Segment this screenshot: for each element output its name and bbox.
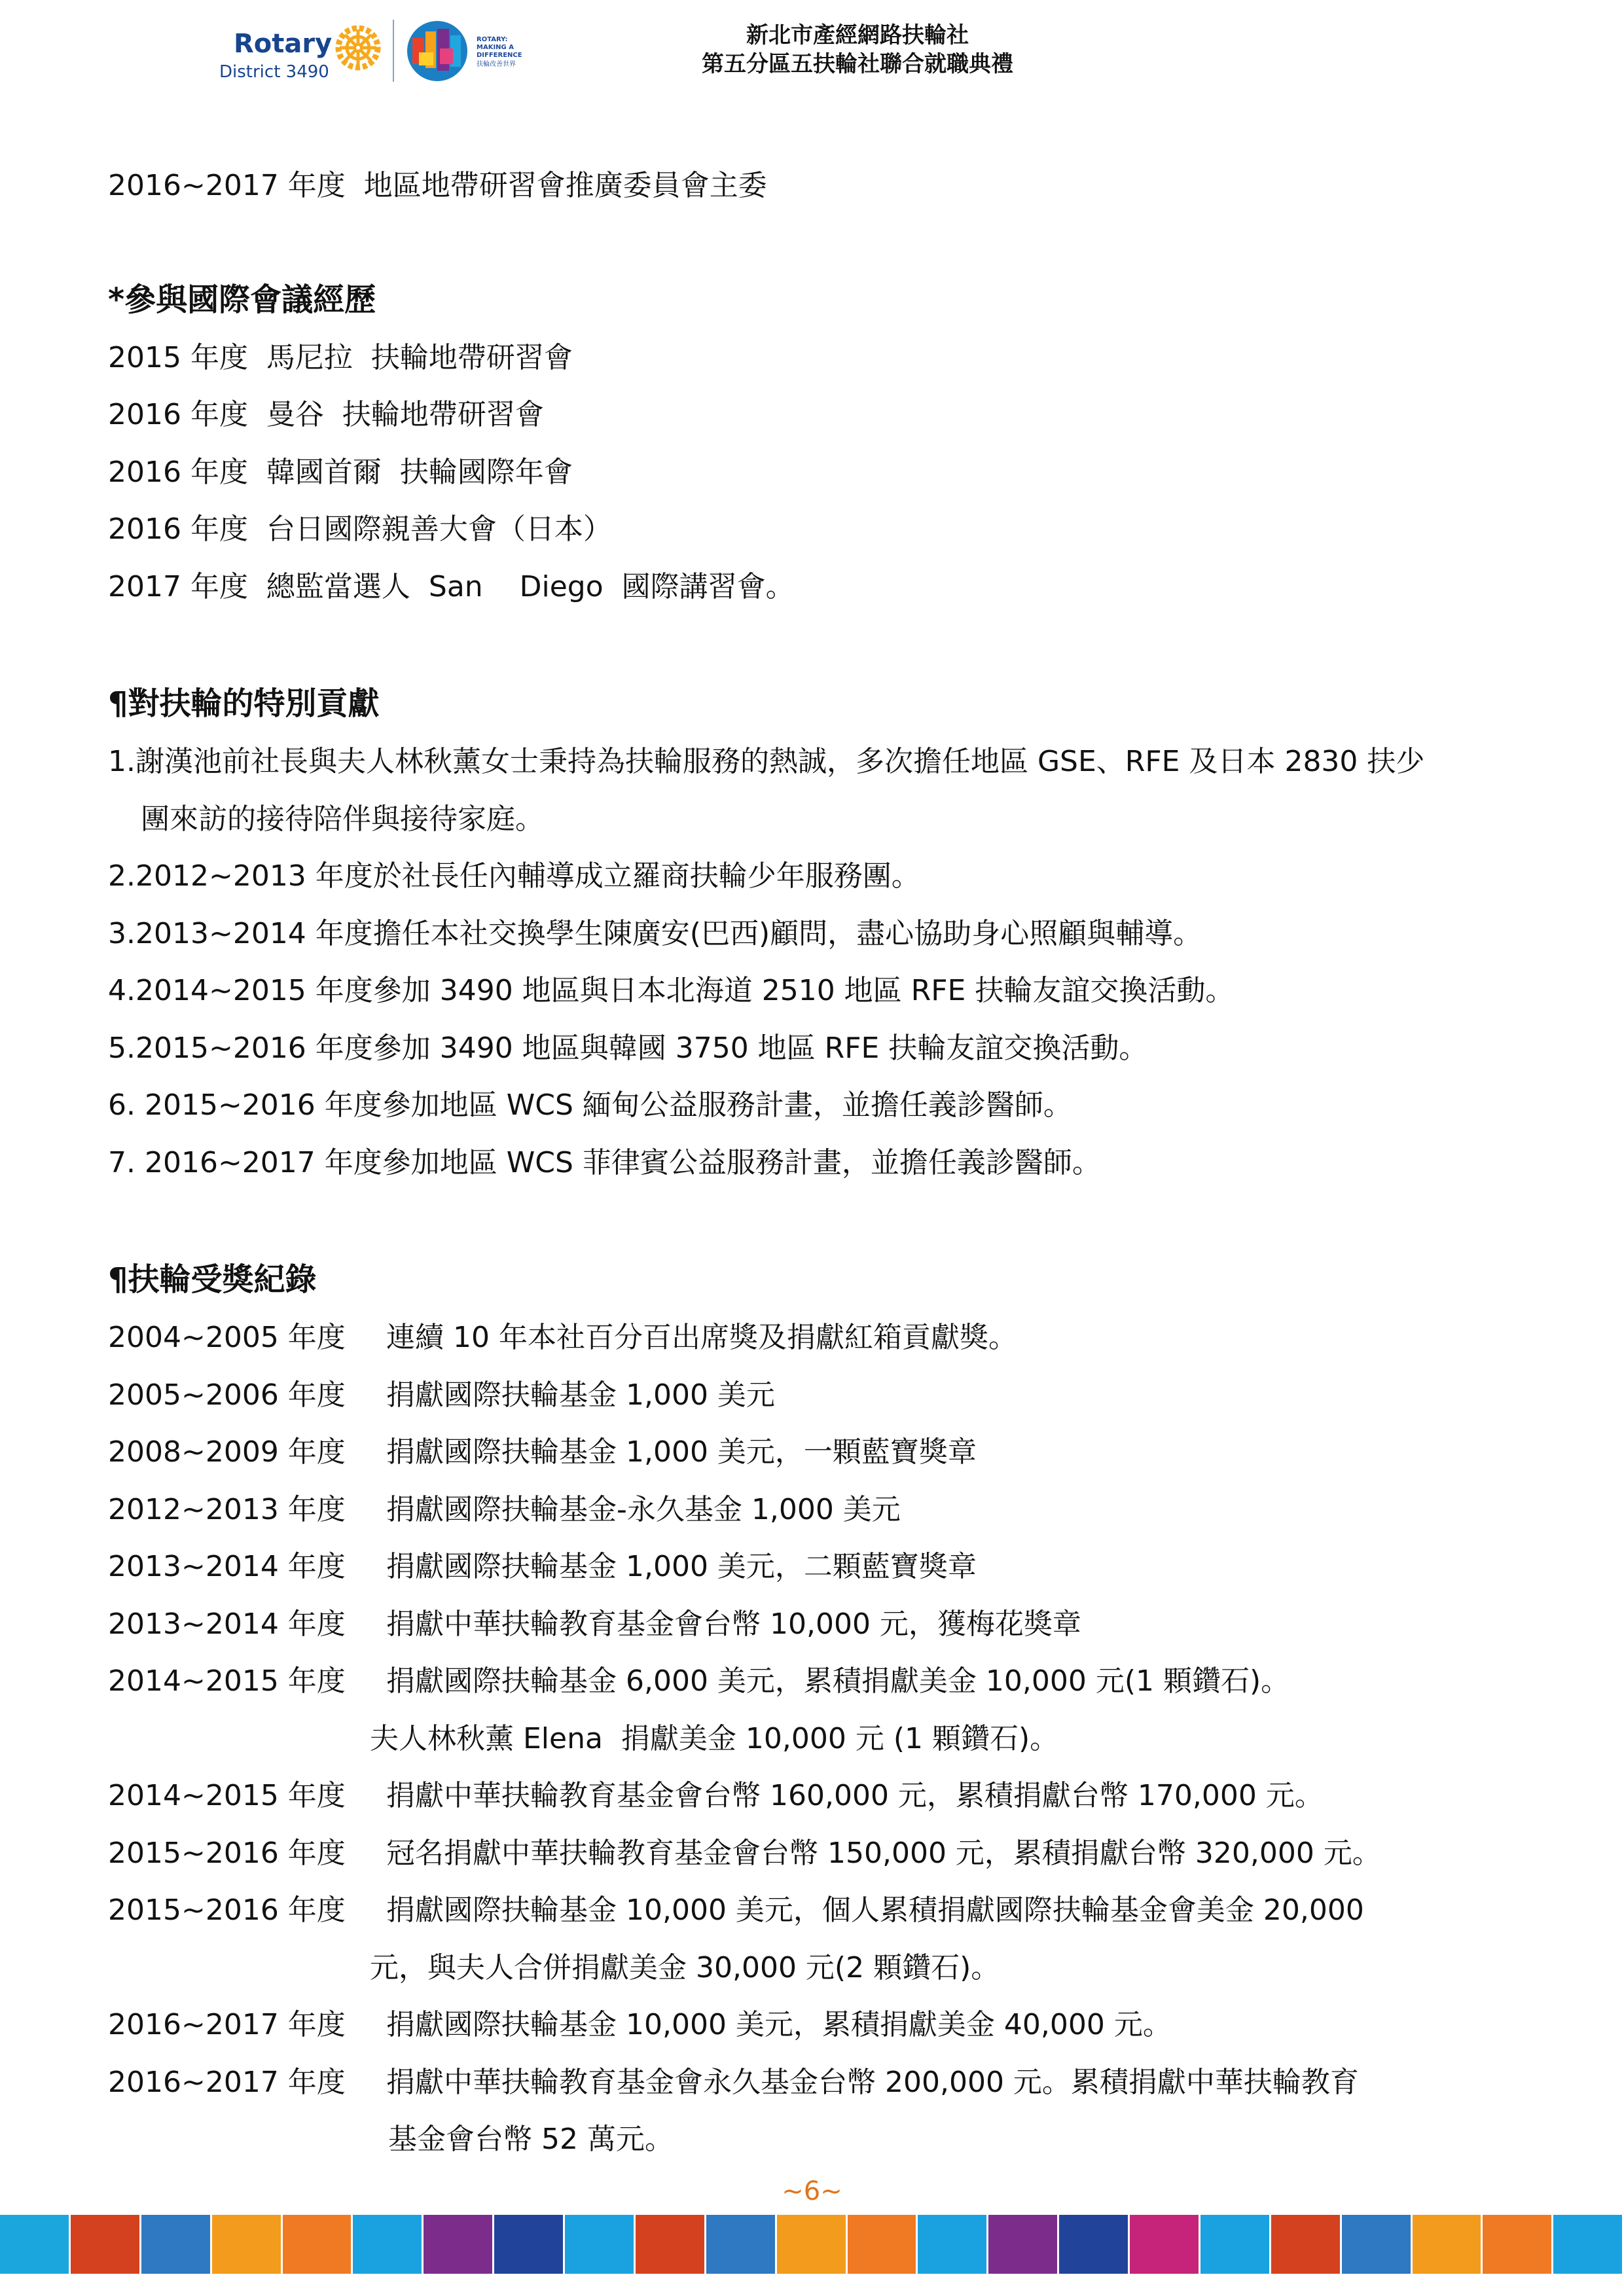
footer-color-bar bbox=[0, 2215, 1624, 2274]
color-bar-segment bbox=[777, 2215, 848, 2274]
logo-divider bbox=[393, 20, 394, 82]
theme-mosaic-logo bbox=[401, 18, 474, 84]
section-heading-intl: *參與國際會議經歷 bbox=[108, 281, 376, 318]
award-year: 2016~2017 年度 bbox=[108, 2008, 346, 2041]
award-row bbox=[108, 1653, 1581, 1710]
page-number: ~6~ bbox=[782, 2176, 842, 2206]
org-title-line1: 新北市產經網路扶輪社 bbox=[746, 22, 969, 48]
list-item: 2017 年度 總監當選人 San Diego 國際講習會。 bbox=[108, 569, 795, 603]
award-row bbox=[108, 1882, 1581, 1939]
award-text: 捐獻國際扶輪基金 1,000 美元 bbox=[386, 1378, 775, 1412]
list-item: 5.2015~2016 年度參加 3490 地區與韓國 3750 地區 RFE 扶輪友誼交換活動。 bbox=[108, 1031, 1148, 1065]
color-bar-segment bbox=[565, 2215, 636, 2274]
list-item: 4.2014~2015 年度參加 3490 地區與日本北海道 2510 地區 RFE 扶輪友誼交換活動。 bbox=[108, 974, 1235, 1007]
list-item: 2015 年度 馬尼拉 扶輪地帶研習會 bbox=[108, 340, 573, 374]
award-year: 2005~2006 年度 bbox=[108, 1378, 346, 1412]
spacer bbox=[108, 615, 1581, 674]
award-text: 冠名捐獻中華扶輪教育基金會台幣 150,000 元，累積捐獻台幣 320,000 元。 bbox=[386, 1836, 1381, 1870]
award-year: 2014~2015 年度 bbox=[108, 1664, 346, 1698]
award-row bbox=[108, 1367, 1581, 1424]
list-item: 1.謝漢池前社長與夫人林秋薰女士秉持為扶輪服務的熱誠，多次擔任地區 GSE、RFE 及日本 2830 扶少 bbox=[108, 745, 1425, 778]
list-item: 6. 2015~2016 年度參加地區 WCS 緬甸公益服務計畫，並擔任義診醫師。 bbox=[108, 1088, 1072, 1122]
color-bar-segment bbox=[283, 2215, 353, 2274]
color-bar-segment bbox=[1413, 2215, 1483, 2274]
color-bar-segment bbox=[71, 2215, 141, 2274]
color-bar-segment bbox=[141, 2215, 212, 2274]
theme-text bbox=[477, 36, 535, 69]
award-year: 2015~2016 年度 bbox=[108, 1893, 346, 1927]
award-row-continuation: 元，與夫人合併捐獻美金 30,000 元(2 顆鑽石)。 bbox=[370, 1950, 1000, 1984]
color-bar-segment bbox=[494, 2215, 565, 2274]
award-text: 捐獻國際扶輪基金 1,000 美元，二顆藍寶獎章 bbox=[386, 1550, 977, 1583]
award-year: 2013~2014 年度 bbox=[108, 1607, 346, 1641]
spacer bbox=[108, 1191, 1581, 1250]
list-item: 2.2012~2013 年度於社長任內輔導成立羅商扶輪少年服務團。 bbox=[108, 859, 920, 893]
award-text: 捐獻中華扶輪教育基金會台幣 160,000 元，累積捐獻台幣 170,000 元。 bbox=[386, 1779, 1324, 1812]
color-bar-segment bbox=[848, 2215, 918, 2274]
rotary-logo bbox=[219, 16, 396, 88]
award-row bbox=[108, 1996, 1581, 2054]
color-bar-segment bbox=[988, 2215, 1059, 2274]
list-item: 2016 年度 曼谷 扶輪地帶研習會 bbox=[108, 398, 544, 431]
section-heading-awards: ¶扶輪受獎紀錄 bbox=[108, 1261, 317, 1298]
list-item-continuation: 團來訪的接待陪伴與接待家庭。 bbox=[141, 802, 544, 836]
award-text: 連續 10 年本社百分百出席獎及捐獻紅箱貢獻獎。 bbox=[386, 1321, 1017, 1354]
color-bar-segment bbox=[1553, 2215, 1624, 2274]
color-bar-segment bbox=[636, 2215, 706, 2274]
top-line: 2016~2017 年度 地區地帶研習會推廣委員會主委 bbox=[108, 169, 767, 202]
color-bar-segment bbox=[424, 2215, 494, 2274]
award-text: 捐獻中華扶輪教育基金會永久基金台幣 200,000 元。累積捐獻中華扶輪教育 bbox=[386, 2065, 1359, 2099]
rotary-wheel-icon bbox=[332, 22, 384, 74]
award-year: 2015~2016 年度 bbox=[108, 1836, 346, 1870]
rotary-wordmark: Rotary bbox=[234, 29, 333, 59]
award-year: 2012~2013 年度 bbox=[108, 1492, 346, 1526]
award-row bbox=[108, 1424, 1581, 1481]
org-title-line2: 第五分區五扶輪社聯合就職典禮 bbox=[702, 51, 1013, 77]
spacer bbox=[108, 215, 1581, 270]
color-bar-segment bbox=[1342, 2215, 1413, 2274]
award-row-continuation: 夫人林秋薰 Elena 捐獻美金 10,000 元 (1 顆鑽石)。 bbox=[370, 1721, 1059, 1755]
award-text: 捐獻國際扶輪基金 1,000 美元，一顆藍寶獎章 bbox=[386, 1435, 977, 1469]
page-header bbox=[0, 0, 1624, 98]
theme-text-zh: 扶輪改善世界 bbox=[477, 61, 516, 68]
color-bar-segment bbox=[706, 2215, 777, 2274]
district-label: District 3490 bbox=[219, 62, 329, 82]
award-year: 2014~2015 年度 bbox=[108, 1779, 346, 1812]
document-body bbox=[108, 157, 1581, 2168]
list-item: 2016 年度 韓國首爾 扶輪國際年會 bbox=[108, 455, 573, 489]
list-item: 2016 年度 台日國際親善大會（日本） bbox=[108, 512, 612, 546]
award-year: 2008~2009 年度 bbox=[108, 1435, 346, 1469]
award-text: 捐獻國際扶輪基金 10,000 美元，個人累積捐獻國際扶輪基金會美金 20,000 bbox=[386, 1893, 1364, 1927]
award-text: 捐獻國際扶輪基金 10,000 美元，累積捐獻美金 40,000 元。 bbox=[386, 2008, 1172, 2041]
award-year: 2016~2017 年度 bbox=[108, 2065, 346, 2099]
award-text: 捐獻中華扶輪教育基金會台幣 10,000 元，獲梅花獎章 bbox=[386, 1607, 1081, 1641]
color-bar-segment bbox=[1059, 2215, 1130, 2274]
color-bar-segment bbox=[1200, 2215, 1271, 2274]
award-year: 2004~2005 年度 bbox=[108, 1321, 346, 1354]
color-bar-segment bbox=[353, 2215, 424, 2274]
organization-title bbox=[648, 21, 1067, 79]
award-text: 捐獻國際扶輪基金-永久基金 1,000 美元 bbox=[386, 1492, 901, 1526]
list-item: 3.2013~2014 年度擔任本社交換學生陳廣安(巴西)顧問，盡心協助身心照顧與輔導。 bbox=[108, 916, 1202, 950]
award-row bbox=[108, 1481, 1581, 1539]
theme-text-en: ROTARY: MAKING A DIFFERENCE bbox=[477, 36, 522, 59]
color-bar-segment bbox=[918, 2215, 988, 2274]
award-row bbox=[108, 1767, 1581, 1825]
color-bar-segment bbox=[0, 2215, 71, 2274]
list-item: 7. 2016~2017 年度參加地區 WCS 菲律賓公益服務計畫，並擔任義診醫師。 bbox=[108, 1145, 1101, 1179]
award-row bbox=[108, 1309, 1581, 1367]
color-bar-segment bbox=[1483, 2215, 1553, 2274]
award-row bbox=[108, 2054, 1581, 2111]
award-year: 2013~2014 年度 bbox=[108, 1550, 346, 1583]
award-text: 捐獻國際扶輪基金 6,000 美元，累積捐獻美金 10,000 元(1 顆鑽石)。 bbox=[386, 1664, 1290, 1698]
award-row bbox=[108, 1596, 1581, 1653]
award-row bbox=[108, 1538, 1581, 1596]
color-bar-segment bbox=[1271, 2215, 1342, 2274]
color-bar-segment bbox=[1130, 2215, 1200, 2274]
section-heading-contrib: ¶對扶輪的特別貢獻 bbox=[108, 685, 380, 722]
award-row bbox=[108, 1825, 1581, 1882]
color-bar-segment bbox=[212, 2215, 283, 2274]
award-row-continuation: 基金會台幣 52 萬元。 bbox=[388, 2123, 674, 2156]
